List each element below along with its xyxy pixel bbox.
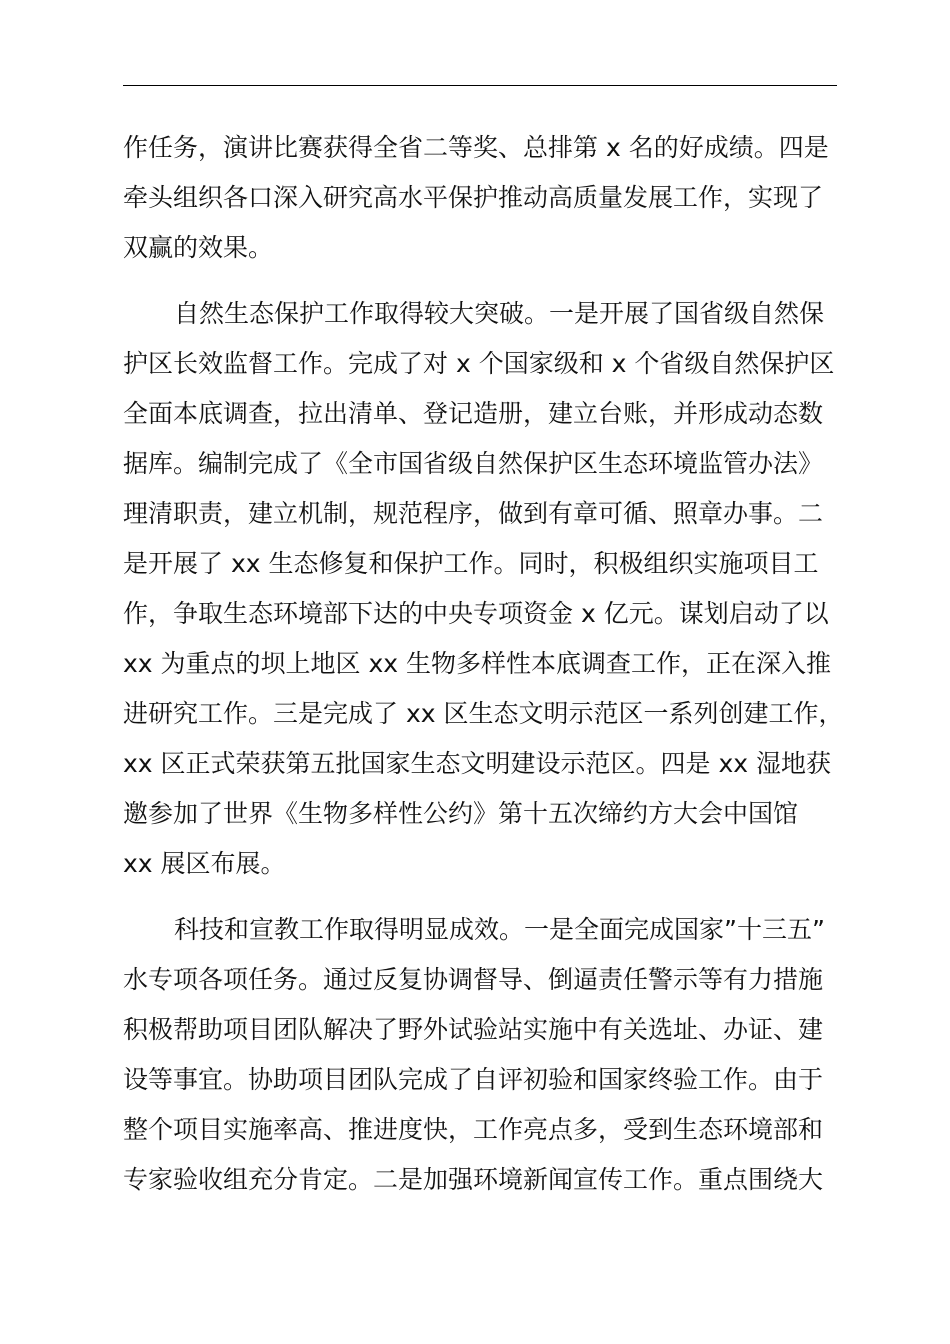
text-line: 科技和宣教工作取得明显成效。一是全面完成国家”十三五” bbox=[174, 915, 825, 944]
text-line: xx 为重点的坝上地区 xx 生物多样性本底调查工作，正在深入推 bbox=[123, 649, 832, 678]
paragraph-3 bbox=[123, 905, 863, 1205]
text-line: 据库。编制完成了《全市国省级自然保护区生态环境监管办法》 bbox=[123, 449, 824, 478]
text-line: 作，争取生态环境部下达的中央专项资金 x 亿元。谋划启动了以 bbox=[123, 599, 829, 628]
text-line: 进研究工作。三是完成了 xx 区生态文明示范区一系列创建工作， bbox=[123, 699, 844, 728]
header-rule bbox=[123, 85, 837, 86]
paragraph-gap bbox=[123, 273, 863, 289]
text-line: xx 展区布展。 bbox=[123, 849, 286, 878]
paragraph-1 bbox=[123, 123, 863, 273]
text-line: 积极帮助项目团队解决了野外试验站实施中有关选址、办证、建 bbox=[123, 1015, 824, 1044]
text-line: 双赢的效果。 bbox=[123, 233, 274, 262]
text-line: 水专项各项任务。通过反复协调督导、倒逼责任警示等有力措施 bbox=[123, 965, 824, 994]
text-line: 护区长效监督工作。完成了对 x 个国家级和 x 个省级自然保护区 bbox=[123, 349, 835, 378]
text-line: 自然生态保护工作取得较大突破。一是开展了国省级自然保 bbox=[174, 299, 825, 328]
text-line: 牵头组织各口深入研究高水平保护推动高质量发展工作，实现了 bbox=[123, 183, 824, 212]
text-line: 全面本底调查，拉出清单、登记造册，建立台账，并形成动态数 bbox=[123, 399, 824, 428]
paragraph-gap bbox=[123, 889, 863, 905]
text-line: 整个项目实施率高、推进度快，工作亮点多，受到生态环境部和 bbox=[123, 1115, 824, 1144]
text-line: 是开展了 xx 生态修复和保护工作。同时，积极组织实施项目工 bbox=[123, 549, 819, 578]
text-line: 专家验收组充分肯定。二是加强环境新闻宣传工作。重点围绕大 bbox=[123, 1165, 824, 1194]
paragraph-2 bbox=[123, 289, 863, 889]
text-line: 理清职责，建立机制，规范程序，做到有章可循、照章办事。二 bbox=[123, 499, 824, 528]
text-line: 邀参加了世界《生物多样性公约》第十五次缔约方大会中国馆 bbox=[123, 799, 799, 828]
text-line: 设等事宜。协助项目团队完成了自评初验和国家终验工作。由于 bbox=[123, 1065, 824, 1094]
document-body bbox=[123, 123, 863, 1205]
text-line: xx 区正式荣获第五批国家生态文明建设示范区。四是 xx 湿地获 bbox=[123, 749, 832, 778]
text-line: 作任务，演讲比赛获得全省二等奖、总排第 x 名的好成绩。四是 bbox=[123, 133, 829, 162]
